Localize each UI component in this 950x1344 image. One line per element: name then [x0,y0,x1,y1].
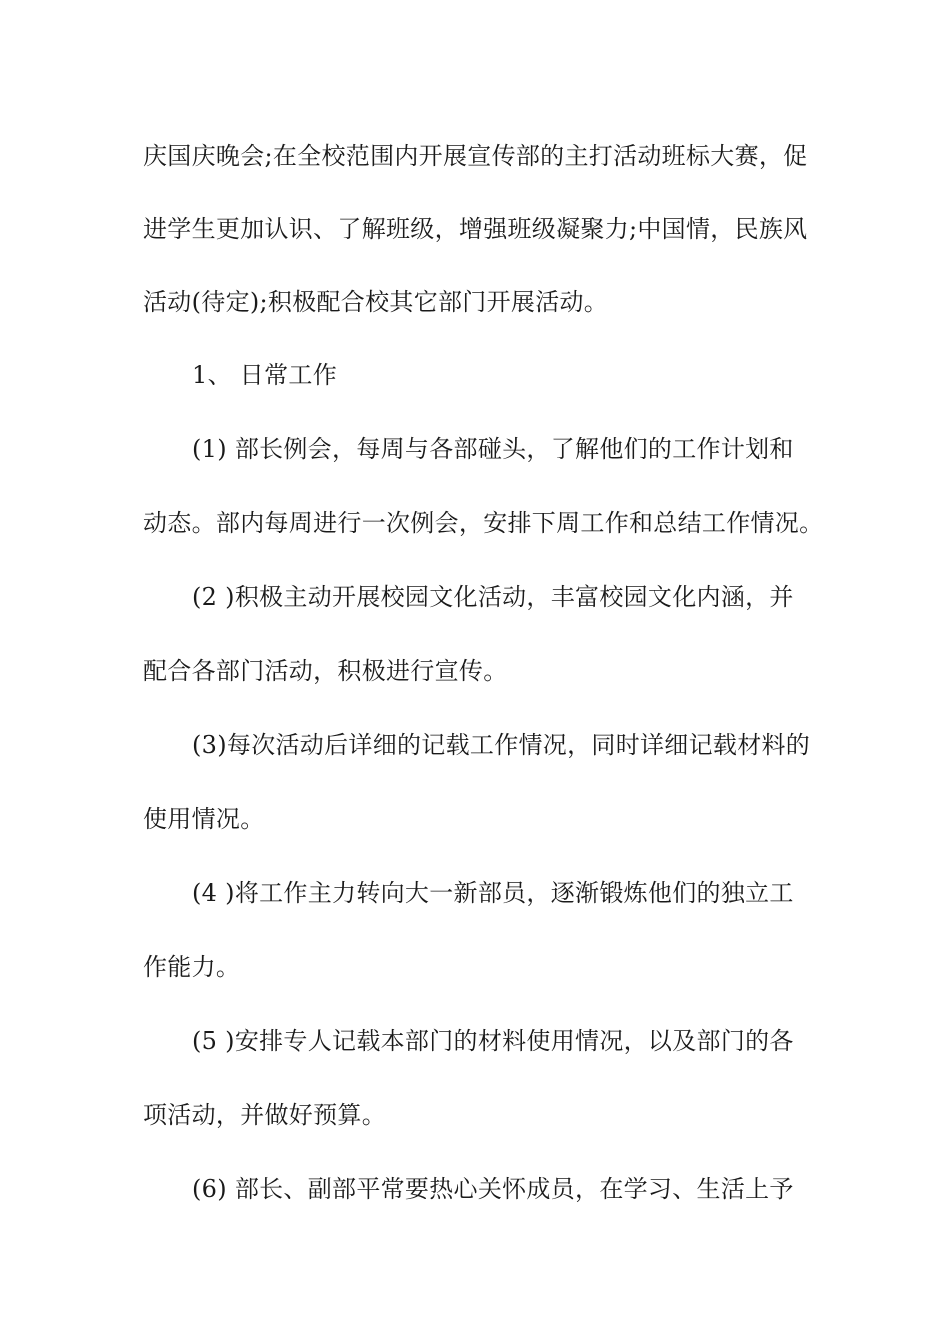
paragraph-line: (3)每次活动后详细的记载工作情况，同时详细记载材料的 [192,731,811,759]
paragraph-line: 动态。部内每周进行一次例会，安排下周工作和总结工作情况。 [143,509,824,537]
paragraph-line: 作能力。 [143,953,241,981]
paragraph-line: (2 )积极主动开展校园文化活动，丰富校园文化内涵，并 [192,583,794,611]
paragraph-line: (6) 部长、副部平常要热心关怀成员，在学习、生活上予 [192,1175,794,1203]
paragraph-line: 配合各部门活动，积极进行宣传。 [143,657,508,685]
paragraph-line: (5 )安排专人记载本部门的材料使用情况，以及部门的各 [192,1027,794,1055]
paragraph-line: 活动(待定);积极配合校其它部门开展活动。 [143,288,609,316]
paragraph-line: 进学生更加认识、了解班级，增强班级凝聚力;中国情，民族风 [143,215,808,243]
paragraph-line: (1) 部长例会，每周与各部碰头，了解他们的工作计划和 [192,435,794,463]
paragraph-line: 使用情况。 [143,805,265,833]
section-heading: 1、 日常工作 [192,361,337,389]
paragraph-line: 项活动，并做好预算。 [143,1101,386,1129]
paragraph-line: (4 )将工作主力转向大一新部员，逐渐锻炼他们的独立工 [192,879,794,907]
paragraph-line: 庆国庆晚会;在全校范围内开展宣传部的主打活动班标大赛，促 [143,142,808,170]
